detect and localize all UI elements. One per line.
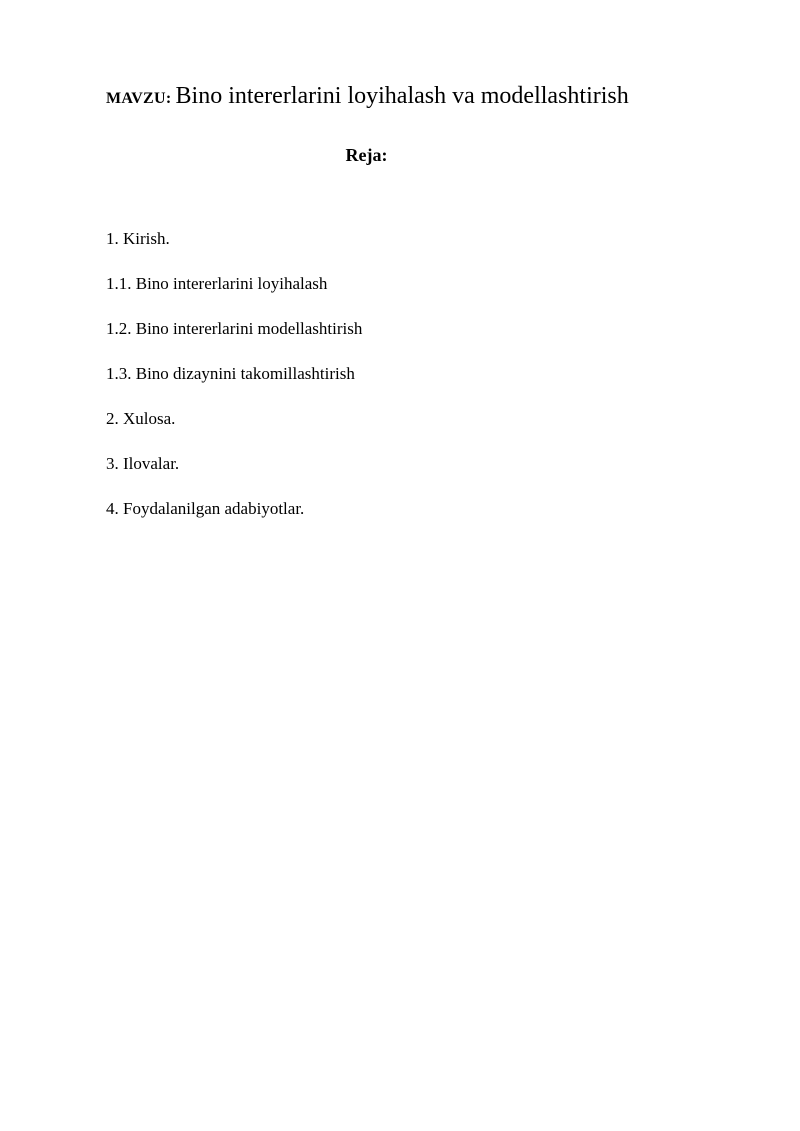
plan-item-loyihalash: 1.1. Bino intererlarini loyihalash	[106, 274, 328, 293]
document-title	[106, 84, 629, 108]
plan-item-modellashtirish: 1.2. Bino intererlarini modellashtirish	[106, 319, 363, 338]
plan-item-adabiyotlar: 4. Foydalanilgan adabiyotlar.	[106, 499, 305, 518]
plan-item-kirish: 1. Kirish.	[106, 229, 170, 248]
plan-item-takomillashtirish: 1.3. Bino dizaynini takomillashtirish	[106, 364, 355, 383]
plan-heading: Reja:	[345, 145, 388, 165]
title-label: MAVZU:	[106, 90, 172, 107]
plan-item-xulosa: 2. Xulosa.	[106, 409, 176, 428]
title-text: Bino intererlarini loyihalash va modellashtirish	[175, 83, 629, 109]
plan-item-ilovalar: 3. Ilovalar.	[106, 454, 180, 473]
plan-list	[106, 229, 362, 544]
